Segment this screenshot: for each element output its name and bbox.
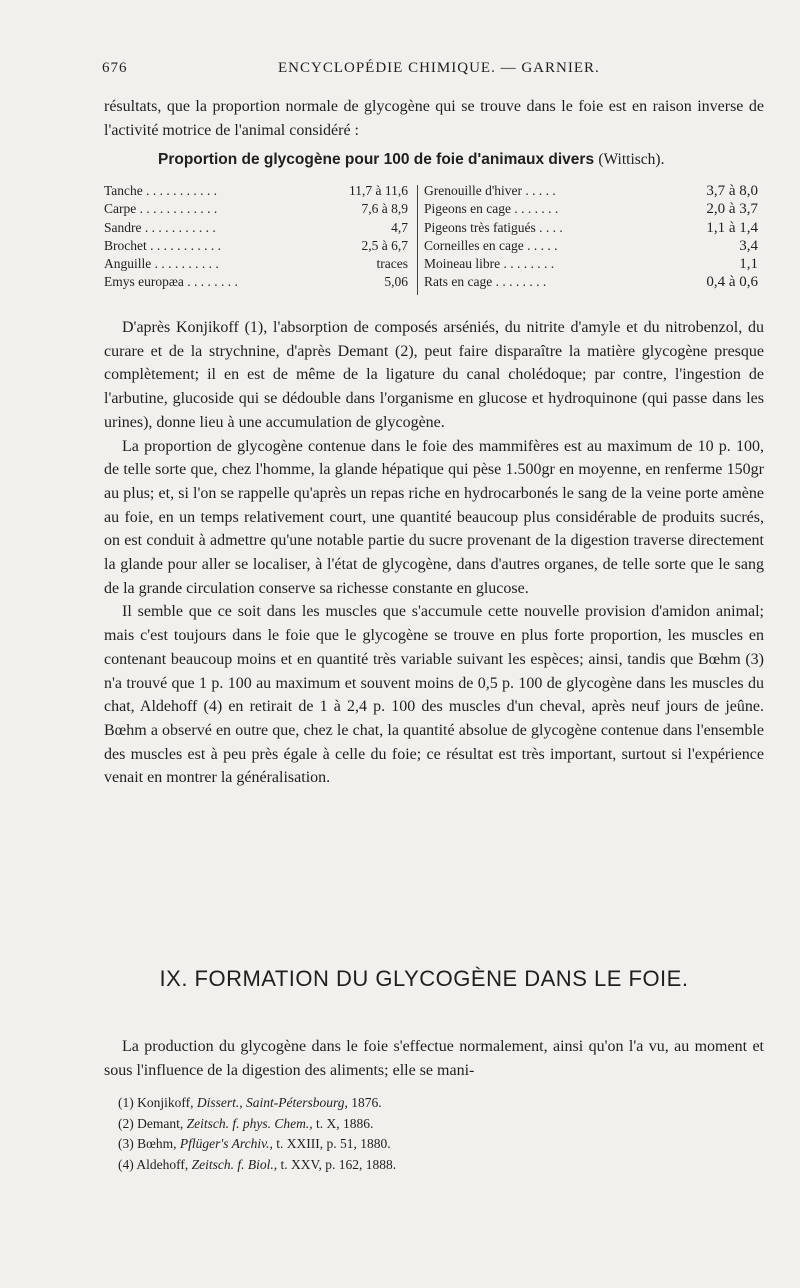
table-row <box>424 200 758 218</box>
footnote-number: (3) <box>118 1136 134 1151</box>
footnote <box>118 1093 758 1114</box>
animal-name: Brochet . . . . . . . . . . . <box>104 237 221 253</box>
table-row <box>424 255 758 273</box>
footnote-author: Demant, <box>137 1115 184 1131</box>
table-row <box>104 237 416 255</box>
intro-paragraph <box>104 95 764 142</box>
footnote-work: Dissert., Saint-Pétersbourg, <box>196 1095 348 1110</box>
glycogen-value: 3,4 <box>739 237 758 254</box>
footnote-author: Aldehoff, <box>136 1156 189 1172</box>
glycogen-value: 7,6 à 8,9 <box>361 201 408 217</box>
glycogen-table-left <box>104 182 416 292</box>
intro-text: résultats, que la proportion normale de glycogène qui se trouve dans le foie est en raison inverse de l'activité motrice de l'animal considéré : <box>104 98 764 139</box>
glycogen-value: 1,1 <box>739 256 758 273</box>
glycogen-value: 0,4 à 0,6 <box>706 274 758 291</box>
footnote-reference: t. XXV, p. 162, 1888. <box>280 1156 397 1172</box>
running-title: ENCYCLOPÉDIE CHIMIQUE. — GARNIER. <box>278 60 600 76</box>
paragraph: Il semble que ce soit dans les muscles que s'accumule cette nouvelle provision d'amidon animal; mais c'est toujours dans le foie que le glycogène se trouve en plus forte proportion, les muscles en contenant beaucoup moins et en quantité très variable suivant les espèces; ainsi, tandis que Bœhm (3) n'a trouvé que 1 p. 100 au maximum et souvent moins de 0,5 p. 100 de glycogène dans les muscles du chat, Aldehoff (4) en retirait de 1 à 2,4 p. 100 des muscles d'un cheval, après neuf jours de jeûne. Bœhm a observé en outre que, chez le chat, la quantité absolue de glycogène contenue dans l'ensemble des muscles est à peu près égale à celle du foie; ce résultat est très important, surtout si l'expérience venait en montrer la généralisation. <box>104 603 764 787</box>
footnote-number: (4) <box>118 1156 134 1172</box>
animal-name: Moineau libre . . . . . . . . <box>424 256 555 272</box>
animal-name: Pigeons très fatigués . . . . <box>424 219 563 235</box>
footnote <box>118 1134 758 1155</box>
footnote-number: (1) <box>118 1095 134 1110</box>
footnote <box>118 1155 758 1176</box>
body-text <box>104 316 764 790</box>
table-row <box>104 255 416 273</box>
animal-name: Emys europæa . . . . . . . . <box>104 274 238 290</box>
table-row <box>424 182 758 200</box>
animal-name: Anguille . . . . . . . . . . <box>104 256 219 272</box>
footnote-author: Bœhm, <box>137 1136 177 1151</box>
table-row <box>424 237 758 255</box>
table-column-divider <box>417 185 418 295</box>
footnote-work: Zeitsch. f. Biol., <box>191 1156 278 1172</box>
footnotes <box>118 1093 758 1175</box>
table-row <box>424 273 758 291</box>
page-number: 676 <box>102 60 128 76</box>
animal-name: Rats en cage . . . . . . . . <box>424 274 547 290</box>
footnote-work: Pflüger's Archiv., <box>179 1136 273 1151</box>
page-header <box>102 60 762 82</box>
paragraph: La proportion de glycogène contenue dans le foie des mammifères est au maximum de 10 p. 100, de telle sorte que, chez l'homme, la glande hépatique qui pèse 1.500gr en moyenne, en renferme 150gr au plus; et, si l'on se rappelle qu'après un repas riche en hydrocarbonés le sang de la veine porte amène au foie, en un temps relativement court, une quantité beaucoup plus considérable de produits sucrés, on est conduit à admettre qu'une notable partie du sucre provenant de la digestion traverse directement la glande pour aller se localiser, à l'état de glycogène, dans d'autres organes, de telle sorte que le sang de la grande circulation conserve sa richesse constante en glucose. <box>104 437 764 597</box>
animal-name: Carpe . . . . . . . . . . . . <box>104 201 218 217</box>
footnote-reference: 1876. <box>351 1095 382 1110</box>
glycogen-value: 2,0 à 3,7 <box>706 201 758 218</box>
glycogen-value: 2,5 à 6,7 <box>361 237 408 253</box>
table-title <box>158 151 758 169</box>
glycogen-value: 4,7 <box>391 219 408 235</box>
animal-name: Sandre . . . . . . . . . . . <box>104 219 216 235</box>
glycogen-table-right <box>424 182 758 292</box>
glycogen-value: 5,06 <box>384 274 408 290</box>
section-heading: IX. FORMATION DU GLYCOGÈNE DANS LE FOIE. <box>159 966 689 991</box>
glycogen-value: 11,7 à 11,6 <box>349 183 408 198</box>
glycogen-value: 1,1 à 1,4 <box>706 219 758 236</box>
glycogen-value: traces <box>376 256 408 272</box>
table-source: (Wittisch). <box>598 151 665 168</box>
animal-name: Corneilles en cage . . . . . <box>424 237 558 253</box>
table-row <box>104 219 416 237</box>
animal-name: Tanche . . . . . . . . . . . <box>104 183 218 198</box>
animal-name: Grenouille d'hiver . . . . . <box>424 183 556 198</box>
section-body <box>104 1035 764 1082</box>
glycogen-value: 3,7 à 8,0 <box>706 183 758 199</box>
animal-name: Pigeons en cage . . . . . . . <box>424 201 559 217</box>
paragraph: D'après Konjikoff (1), l'absorption de composés arséniés, du nitrite d'amyle et du nitrobenzol, du curare et de la strychnine, d'après Demant (2), peut faire disparaître la matière glycogène presque complètement; il en est de même de la ligature du canal cholédoque; par contre, l'ingestion de l'arbutine, glucoside qui se dédouble dans l'organisme en glucose et hydroquinone (qui passe dans les urines), donne lieu à une accumulation de glycogène. <box>104 319 764 431</box>
paragraph: La production du glycogène dans le foie s'effectue normalement, ainsi qu'on l'a vu, au moment et sous l'influence de la digestion des aliments; elle se mani- <box>104 1038 764 1079</box>
footnote-author: Konjikoff, <box>137 1095 194 1110</box>
table-title-text: Proportion de glycogène pour 100 de foie d'animaux divers <box>158 151 595 168</box>
footnote-work: Zeitsch. f. phys. Chem., <box>186 1115 313 1131</box>
footnote <box>118 1114 758 1135</box>
table-row <box>104 200 416 218</box>
table-row <box>424 219 758 237</box>
table-row <box>104 273 416 291</box>
footnote-reference: t. XXIII, p. 51, 1880. <box>276 1136 391 1151</box>
footnote-reference: t. X, 1886. <box>316 1115 374 1131</box>
footnote-number: (2) <box>118 1115 134 1131</box>
table-row <box>104 182 416 200</box>
